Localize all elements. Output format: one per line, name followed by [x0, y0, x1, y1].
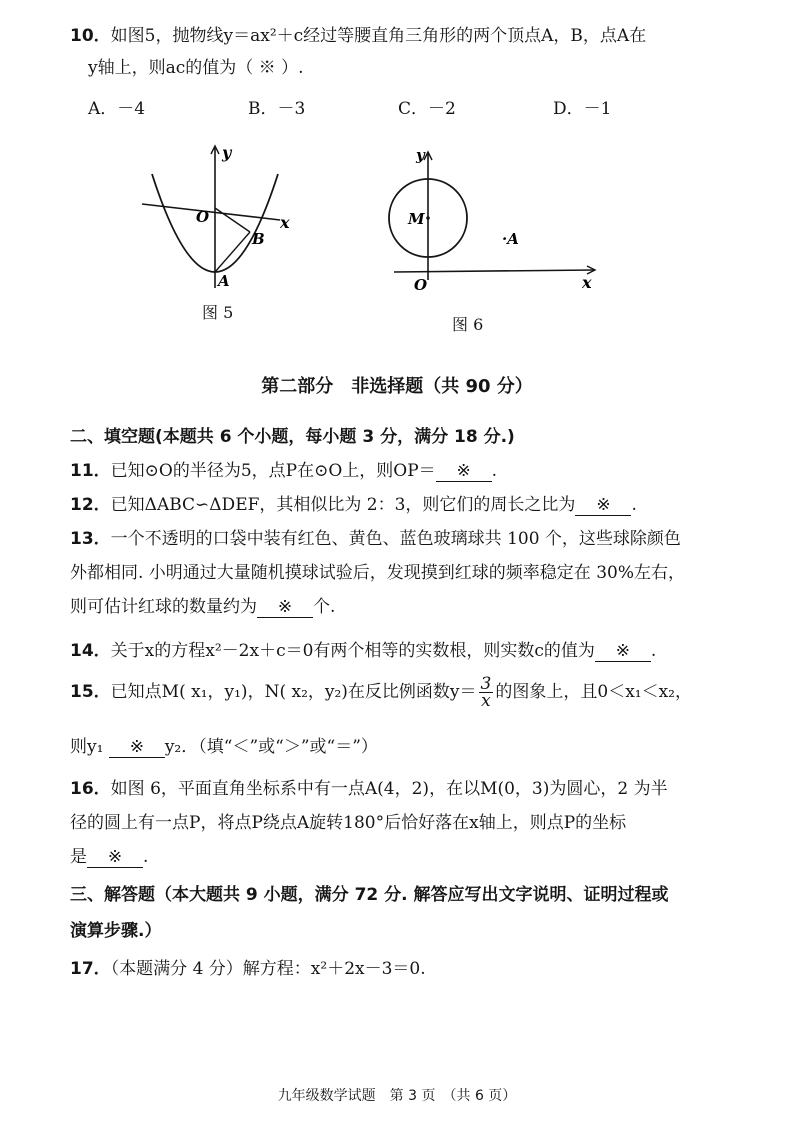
question-11 [70, 456, 730, 482]
question-16-line3 [70, 842, 730, 868]
question-13-text: 一个不透明的口袋中装有红色、黄色、蓝色玻璃球共 100 个，这些球除颜色 [110, 529, 681, 549]
fig6-label-y: y [416, 146, 425, 164]
figures [130, 140, 610, 340]
fraction-numerator: 3 [480, 674, 492, 694]
figure-5-caption: 图 5 [202, 303, 234, 322]
option-b[interactable]: B．－3 [248, 99, 306, 119]
question-number: 12． [70, 495, 111, 515]
question-13-line2: 外都相同. 小明通过大量随机摸球试验后，发现摸到红球的频率稳定在 30%左右， [70, 563, 685, 583]
question-end: . [631, 495, 637, 515]
option-a[interactable]: A．－4 [88, 99, 146, 119]
question-15-text: y₂．（填“＜”或“＞”或“＝”） [164, 737, 378, 757]
question-17 [70, 954, 730, 979]
answer-blank[interactable]: ※ [109, 737, 165, 758]
figure-6-caption: 图 6 [452, 315, 484, 334]
question-13-line3 [70, 592, 730, 618]
fig5-segment-ob [215, 208, 250, 232]
question-15-text: 则y₁ [70, 737, 104, 757]
question-15-text-b: 的图象上，且0＜x₁＜x₂， [495, 682, 692, 702]
fraction [479, 676, 494, 709]
question-16-line1 [70, 774, 730, 799]
section-3-header-line1: 三、解答题（本大题共 9 小题，满分 72 分. 解答应写出文字说明、证明过程或 [70, 885, 669, 905]
option-c[interactable]: C．－2 [398, 99, 456, 119]
section-3-header-line2: 演算步骤.） [70, 921, 162, 941]
question-number: 13． [70, 529, 111, 549]
question-number: 17． [70, 959, 111, 979]
question-14 [70, 636, 730, 662]
question-16-text: 是 [70, 847, 87, 867]
answer-blank[interactable]: ※ [257, 597, 313, 618]
figure-5-diagram [130, 140, 310, 300]
question-end: . [650, 641, 657, 661]
question-10-line2: y轴上，则ac的值为（ ※ ）. [88, 58, 304, 78]
question-13-unit: 个. [313, 597, 336, 617]
answer-blank[interactable]: ※ [436, 461, 492, 482]
question-17-text: （本题满分 4 分）解方程：x²＋2x－3＝0. [110, 959, 426, 979]
fig5-label-y: y [222, 143, 232, 162]
question-14-text: 关于x的方程x²－2x＋c＝0有两个相等的实数根，则实数c的值为 [110, 641, 595, 661]
page-footer: 九年级数学试题 第 3 页 （共 6 页） [277, 1088, 517, 1104]
question-number: 16． [70, 779, 111, 799]
answer-blank[interactable]: ※ [575, 495, 631, 516]
question-10-options [88, 94, 708, 120]
fig6-label-x: x [582, 273, 592, 292]
section-2-header: 二、填空题(本题共 6 个小题，每小题 3 分，满分 18 分.) [70, 427, 515, 447]
option-d[interactable]: D．－1 [553, 99, 612, 119]
fig6-label-a: ·A [502, 230, 519, 248]
question-12-text: 已知ΔABC∽ΔDEF，其相似比为 2：3，则它们的周长之比为 [110, 495, 576, 515]
fig6-center-point [426, 216, 430, 220]
fig6-label-m: M [408, 210, 425, 228]
fig5-segment-ab [215, 232, 250, 272]
question-number: 15． [70, 682, 111, 702]
part-2-title: 第二部分 非选择题（共 90 分） [261, 376, 533, 397]
fig5-label-o: O [196, 208, 210, 226]
question-number: 11． [70, 461, 111, 481]
question-12 [70, 490, 730, 516]
fig5-label-a: A [218, 272, 230, 290]
fig5-label-x: x [280, 213, 290, 232]
question-11-text: 已知⊙O的半径为5，点P在⊙O上，则OP＝ [110, 461, 436, 481]
question-10 [70, 20, 730, 84]
question-15-line1 [70, 676, 730, 709]
question-13-text: 则可估计红球的数量约为 [70, 597, 257, 617]
question-16-line2: 径的圆上有一点P，将点P绕点A旋转180°后恰好落在x轴上，则点P的坐标 [70, 813, 627, 833]
question-15-text-a: 已知点M( x₁，y₁)，N( x₂，y₂)在反比例函数y＝ [110, 682, 477, 702]
question-15-line2 [70, 732, 730, 758]
fig6-x-axis [394, 270, 595, 272]
fig6-label-o: O [414, 276, 428, 294]
figure-6-diagram [380, 140, 610, 305]
question-number: 14． [70, 641, 111, 661]
answer-blank[interactable]: ※ [595, 641, 651, 662]
fraction-denominator: x [481, 691, 491, 711]
question-10-text: 如图5，抛物线y＝ax²＋c经过等腰直角三角形的两个顶点A，B，点A在 [110, 26, 647, 46]
question-end: . [491, 461, 498, 481]
question-end: . [143, 847, 149, 867]
answer-blank[interactable]: ※ [87, 847, 143, 868]
question-13-line1 [70, 524, 730, 549]
question-10-line1 [70, 20, 730, 52]
fig5-label-b: B [252, 230, 265, 248]
question-16-text: 如图 6，平面直角坐标系中有一点A(4，2)，在以M(0，3)为圆心，2 为半 [110, 779, 668, 799]
question-number: 10． [70, 26, 111, 46]
